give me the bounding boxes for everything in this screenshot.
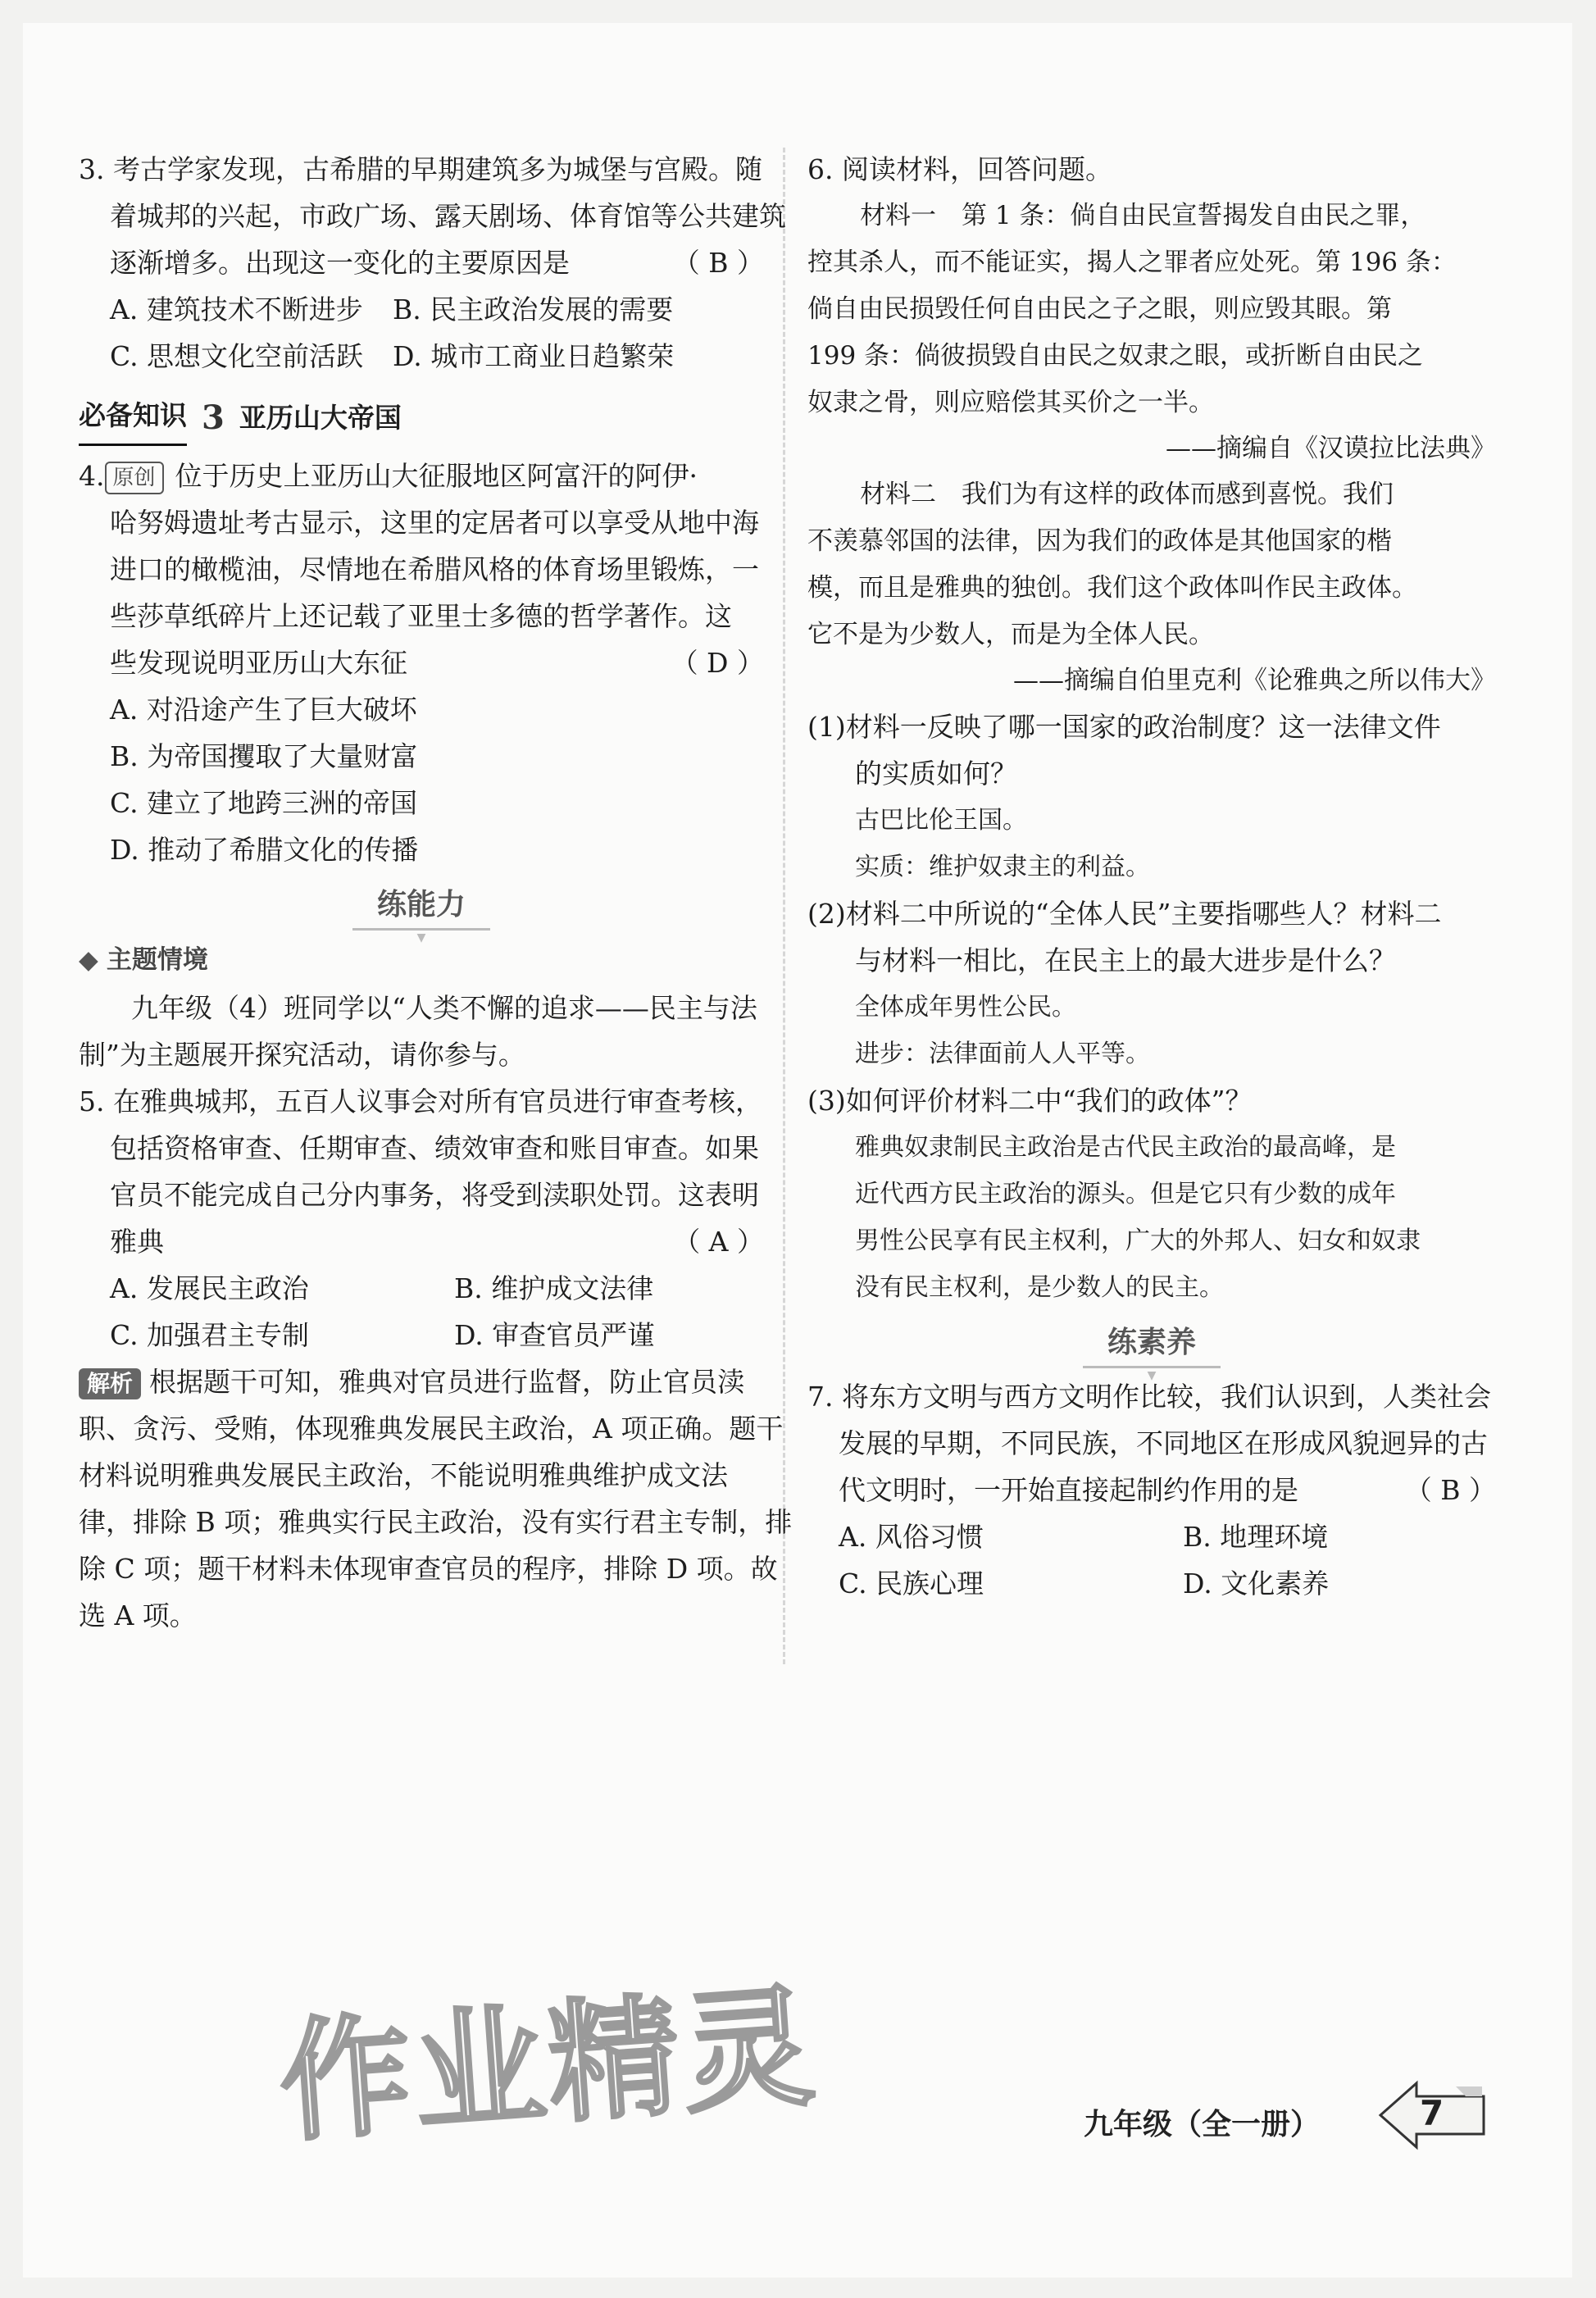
q3-line: 3. 考古学家发现，古希腊的早期建筑多为城堡与宫殿。随 bbox=[79, 153, 762, 185]
analysis-line: 职、贪污、受贿，体现雅典发展民主政治，A 项正确。题干 bbox=[79, 1413, 784, 1445]
question-3 bbox=[79, 146, 786, 380]
subq-2: 与材料一相比，在民主上的最大进步是什么？ bbox=[855, 944, 1396, 976]
q4-line: 哈努姆遗址考古显示，这里的定居者可以享受从地中海 bbox=[110, 507, 759, 539]
page-number: 7 bbox=[1420, 2093, 1444, 2133]
m1-line: 199 条：倘彼损毁自由民之奴隶之眼，或折断自由民之 bbox=[807, 341, 1424, 371]
analysis-text: 根据题干可知，雅典对官员进行监督，防止官员渎 bbox=[149, 1366, 745, 1398]
q4-line: 些莎草纸碎片上还记载了亚里士多德的哲学著作。这 bbox=[110, 600, 732, 632]
section-title: 亚历山大帝国 bbox=[239, 401, 402, 434]
answer-3: 男性公民享有民主权利，广大的外邦人、妇女和奴隶 bbox=[855, 1226, 1421, 1255]
q3-option-c: C. 思想文化空前活跃 bbox=[110, 340, 364, 372]
left-column bbox=[79, 146, 793, 1639]
m1-line: 控其杀人，而不能证实，揭人之罪者应处死。第 196 条： bbox=[807, 248, 1457, 277]
q4-line-text: 些发现说明亚历山大东征 bbox=[110, 647, 407, 679]
q7-options bbox=[807, 1560, 1496, 1607]
answer-1: 古巴比伦王国。 bbox=[855, 806, 1027, 835]
q5-line bbox=[79, 1218, 764, 1265]
diamond-icon: ◆ bbox=[79, 945, 98, 975]
q5-options bbox=[79, 1265, 764, 1312]
subq-2: (2)材料二中所说的“全体人民”主要指哪些人？材料二 bbox=[807, 898, 1442, 930]
footer-grade: 九年级（全一册） bbox=[1084, 2108, 1321, 2141]
q5-options bbox=[79, 1312, 764, 1358]
m1-line: 倘自由民损毁任何自由民之子之眼，则应毁其眼。第 bbox=[807, 294, 1392, 324]
q4-option-c: C. 建立了地跨三洲的帝国 bbox=[110, 787, 418, 819]
watermark-logo: 作业精灵 bbox=[275, 1969, 822, 2160]
q5-line-text: 雅典 bbox=[110, 1226, 164, 1258]
q3-options bbox=[79, 333, 764, 380]
q3-option-b: B. 民主政治发展的需要 bbox=[393, 294, 674, 325]
q4-line: 进口的橄榄油，尽情地在希腊风格的体育场里锻炼，一 bbox=[110, 553, 759, 585]
subq-1: (1)材料一反映了哪一国家的政治制度？这一法律文件 bbox=[807, 711, 1441, 743]
answer-3: 雅典奴隶制民主政治是古代民主政治的最高峰，是 bbox=[855, 1133, 1396, 1162]
practice-literacy-banner bbox=[807, 1319, 1496, 1368]
analysis-line: 选 A 项。 bbox=[79, 1599, 197, 1631]
question-4 bbox=[79, 453, 764, 873]
original-badge: 原创 bbox=[105, 462, 164, 494]
q7-line: 发展的早期，不同民族，不同地区在形成风貌迥异的古 bbox=[839, 1427, 1488, 1459]
answer-3: 没有民主权利，是少数人的民主。 bbox=[855, 1273, 1224, 1302]
q3-answer: （ B ） bbox=[672, 247, 764, 279]
q3-options bbox=[79, 286, 764, 333]
answer-2: 进步：法律面前人人平等。 bbox=[855, 1040, 1150, 1068]
subq-1: 的实质如何？ bbox=[855, 758, 1017, 790]
column-divider bbox=[783, 148, 785, 1664]
analysis-line bbox=[79, 1358, 764, 1405]
q4-option-d: D. 推动了希腊文化的传播 bbox=[110, 834, 419, 866]
q7-line: 7. 将东方文明与西方文明作比较，我们认识到，人类社会 bbox=[807, 1381, 1491, 1413]
q4-option-a: A. 对沿途产生了巨大破坏 bbox=[110, 694, 417, 726]
page-number-arrow bbox=[1377, 2078, 1492, 2152]
q5-line: 5. 在雅典城邦，五百人议事会对所有官员进行审查考核， bbox=[79, 1085, 762, 1117]
answer-2: 全体成年男性公民。 bbox=[855, 993, 1076, 1022]
material-one bbox=[807, 193, 1496, 471]
m2-line: 模，而且是雅典的独创。我们这个政体叫作民主政体。 bbox=[807, 573, 1417, 603]
analysis bbox=[79, 1358, 793, 1639]
q4-number: 4. bbox=[79, 460, 105, 492]
q7-option-d: D. 文化素养 bbox=[1183, 1568, 1330, 1599]
practice-ability-banner bbox=[79, 881, 764, 931]
section-number: 3 bbox=[202, 398, 225, 437]
q7-option-b: B. 地理环境 bbox=[1183, 1521, 1329, 1553]
m1-line: 材料一 第 1 条：倘自由民宣誓揭发自由民之罪， bbox=[860, 201, 1426, 230]
right-column bbox=[807, 146, 1496, 1607]
q3-line bbox=[79, 239, 764, 286]
banner-label: 练能力 ▼ bbox=[352, 881, 490, 931]
q7-answer: （ B ） bbox=[1404, 1474, 1496, 1506]
question-5 bbox=[79, 1078, 764, 1358]
q5-option-b: B. 维护成文法律 bbox=[454, 1272, 654, 1304]
m1-line: 奴隶之骨，则应赔偿其买价之一半。 bbox=[807, 388, 1214, 417]
theme-label: 主题情境 bbox=[106, 945, 208, 975]
q3-option-d: D. 城市工商业日趋繁荣 bbox=[393, 340, 675, 372]
q3-option-a: A. 建筑技术不断进步 bbox=[110, 294, 363, 325]
answer-3: 近代西方民主政治的源头。但是它只有少数的成年 bbox=[855, 1180, 1396, 1208]
m2-line: 材料二 我们为有这样的政体而感到喜悦。我们 bbox=[860, 480, 1394, 509]
section-heading bbox=[79, 389, 764, 446]
analysis-line: 除 C 项；题干材料未体现审查官员的程序，排除 D 项。故 bbox=[79, 1553, 778, 1585]
q5-answer: （ A ） bbox=[673, 1226, 764, 1258]
subq-3: (3)如何评价材料二中“我们的政体”？ bbox=[807, 1085, 1253, 1117]
answer-1: 实质：维护奴隶主的利益。 bbox=[855, 853, 1150, 881]
analysis-line: 材料说明雅典发展民主政治，不能说明雅典维护成文法 bbox=[79, 1459, 728, 1491]
q7-options bbox=[807, 1513, 1496, 1560]
q4-line-text: 位于历史上亚历山大征服地区阿富汗的阿伊· bbox=[175, 460, 698, 492]
q6-heading: 6. 阅读材料，回答问题。 bbox=[807, 153, 1112, 185]
section-tag: 必备知识 bbox=[79, 389, 187, 446]
m2-source: ——摘编自伯里克利《论雅典之所以伟大》 bbox=[1013, 666, 1496, 695]
m2-line: 它不是为少数人，而是为全体人民。 bbox=[807, 620, 1214, 649]
q7-line bbox=[807, 1467, 1496, 1513]
q5-option-d: D. 审查官员严谨 bbox=[454, 1319, 655, 1351]
q3-line-text: 逐渐增多。出现这一变化的主要原因是 bbox=[110, 247, 570, 279]
banner-label: 练素养 ▼ bbox=[1083, 1319, 1221, 1368]
q5-option-a: A. 发展民主政治 bbox=[110, 1272, 309, 1304]
q4-option-b: B. 为帝国攫取了大量财富 bbox=[110, 740, 418, 772]
q7-option-c: C. 民族心理 bbox=[839, 1568, 984, 1599]
m2-line: 不羡慕邻国的法律，因为我们的政体是其他国家的楷 bbox=[807, 526, 1392, 556]
q5-line: 包括资格审查、任期审查、绩效审查和账目审查。如果 bbox=[110, 1132, 759, 1164]
q7-option-a: A. 风俗习惯 bbox=[839, 1521, 984, 1553]
m1-source: ——摘编自《汉谟拉比法典》 bbox=[1166, 434, 1496, 463]
material-two bbox=[807, 471, 1496, 703]
q4-answer: （ D ） bbox=[671, 647, 764, 679]
intro-line: 制”为主题展开探究活动，请你参与。 bbox=[79, 1039, 525, 1071]
q5-line: 官员不能完成自己分内事务，将受到渎职处罚。这表明 bbox=[110, 1179, 759, 1211]
q4-line bbox=[79, 453, 764, 499]
q7-line-text: 代文明时，一开始直接起制约作用的是 bbox=[839, 1474, 1298, 1506]
intro-line: 九年级（4）班同学以“人类不懈的追求——民主与法 bbox=[131, 992, 757, 1024]
q3-line: 着城邦的兴起，市政广场、露天剧场、体育馆等公共建筑 bbox=[110, 200, 786, 232]
q4-line bbox=[79, 639, 764, 686]
question-7 bbox=[807, 1373, 1496, 1607]
analysis-line: 律，排除 B 项；雅典实行民主政治，没有实行君主专制，排 bbox=[79, 1506, 793, 1538]
q5-option-c: C. 加强君主专制 bbox=[110, 1319, 310, 1351]
analysis-tag: 解析 bbox=[79, 1368, 141, 1399]
